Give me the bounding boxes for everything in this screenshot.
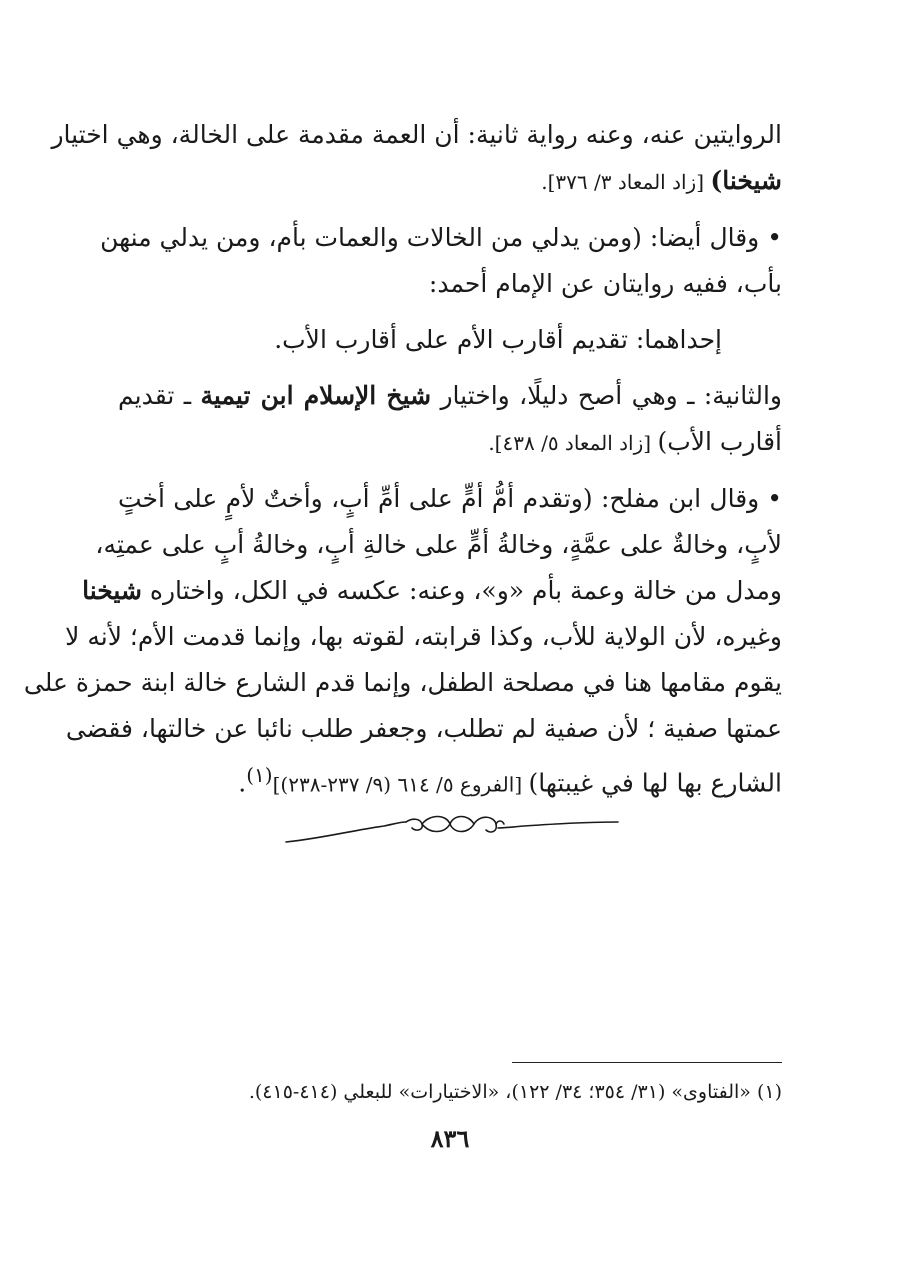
text-line: بأب، ففيه روايتان عن الإمام أحمد: — [428, 269, 782, 298]
citation: [زاد المعاد ٣/ ٣٧٦]. — [541, 170, 711, 194]
footnote-marker[interactable]: (١) — [246, 763, 273, 787]
bold-term: شيخنا — [82, 576, 142, 605]
text-line: وغيره، لأن الولاية للأب، وكذا قرابته، لقوته بها، وإنما قدمت الأم؛ لأنه لا — [65, 622, 782, 651]
text-line: •وقال ابن مفلح: (وتقدم أمُّ أمٍّ على أمِّ أبٍ، وأختٌ لأمٍ على أختٍ — [118, 476, 782, 522]
paragraph-5 — [23, 476, 782, 807]
text-line: أقارب الأب) [زاد المعاد ٥/ ٤٣٨]. — [488, 427, 782, 456]
bullet-icon: • — [767, 484, 782, 513]
footnote-separator — [512, 1062, 782, 1063]
text-line: لأبٍ، وخالةٌ على عمَّةٍ، وخالةُ أمٍّ على خالةِ أبٍ، وخالةُ أبٍ على عمتِه، — [95, 530, 782, 559]
paragraph-1 — [51, 112, 782, 205]
text-line: يقوم مقامها هنا في مصلحة الطفل، وإنما قدم الشارع خالة ابنة حمزة على — [23, 668, 782, 697]
text-line: والثانية: ـ وهي أصح دليلًا، واختيار شيخ الإسلام ابن تيمية ـ تقديم — [118, 381, 782, 410]
bold-term: شيخنا) — [710, 166, 782, 195]
citation: [زاد المعاد ٥/ ٤٣٨]. — [488, 431, 658, 455]
text-line: إحداهما: تقديم أقارب الأم على أقارب الأب. — [274, 325, 722, 354]
paragraph-4 — [118, 373, 782, 466]
footnote: (١) «الفتاوى» (٣١/ ٣٥٤؛ ٣٤/ ١٢٢)، «الاختيارات» للبعلي (٤١٤-٤١٥). — [248, 1081, 782, 1103]
text-line: ومدل من خالة وعمة بأم «و»، وعنه: عكسه في الكل، واختاره شيخنا — [82, 576, 782, 605]
text-line: الروايتين عنه، وعنه رواية ثانية: أن العمة مقدمة على الخالة، وهي اختيار — [51, 120, 782, 149]
ornament-divider-icon — [284, 808, 620, 856]
text-line — [118, 158, 782, 205]
bullet-icon: • — [767, 223, 782, 252]
paragraph-3 — [118, 317, 782, 363]
page-number: ٨٣٦ — [430, 1124, 470, 1153]
text-line: الشارع بها لها في غيبتها) [الفروع ٥/ ٦١٤ (٩/ ٢٣٧-٢٣٨)]$^{(١)}$. — [238, 763, 782, 798]
text-line: عمتها صفية ؛ لأن صفية لم تطلب، وجعفر طلب نائبا عن خالتها، فقضى — [65, 714, 782, 743]
text-line: •وقال أيضا: (ومن يدلي من الخالات والعمات بأم، ومن يدلي منهن — [118, 215, 782, 261]
paragraph-2 — [100, 215, 782, 307]
bold-term: شيخ الإسلام ابن تيمية — [200, 381, 432, 410]
citation: [الفروع ٥/ ٦١٤ (٩/ ٢٣٧-٢٣٨)] — [272, 772, 529, 797]
main-text — [23, 112, 782, 817]
